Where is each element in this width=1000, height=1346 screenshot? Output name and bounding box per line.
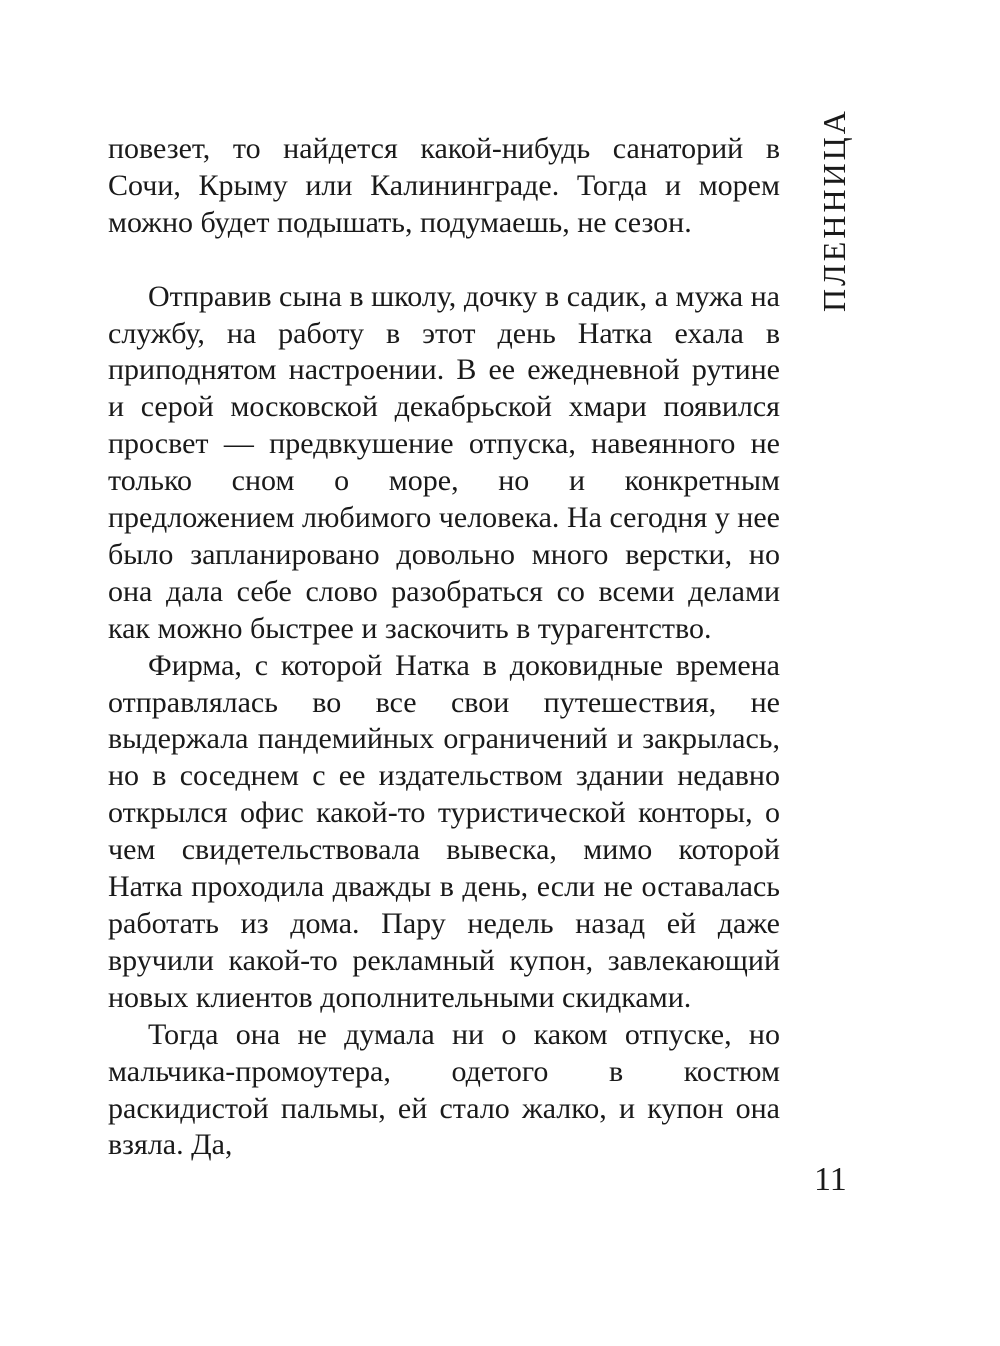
page-number: 11 xyxy=(814,1161,847,1198)
paragraph-4: Тогда она не думала ни о каком отпуске, но мальчика-промоутера, одетого в костюм раскидистой пальмы, ей стало жалко, и купон она взяла. Да, xyxy=(108,1017,780,1162)
book-text xyxy=(108,131,780,1164)
running-title: ПЛЕННИЦА xyxy=(816,108,852,312)
paragraph-2: Отправив сына в школу, дочку в садик, а мужа на службу, на работу в этот день Натка ехала в приподнятом настроении. В ее ежедневной рутине и серой московской декабрьской хмари появился просвет — предвкушение отпуска, навеянного не только сном о море, но и конкретным предложением любимого человека. На сегодня у нее было запланировано довольно много верстки, но она дала себе слово разобраться со всеми делами как можно быстрее и заскочить в турагентство. xyxy=(108,279,780,645)
paragraph-1: повезет, то найдется какой-нибудь санаторий в Сочи, Крыму или Калининграде. Тогда и морем можно будет подышать, подумаешь, не сезон. xyxy=(108,132,780,239)
paragraph-3: Фирма, с которой Натка в доковидные времена отправлялась во все свои путешествия, не выдержала пандемийных ограничений и закрылась, но в соседнем с ее издательством здании недавно открылся офис какой-то туристической конторы, о чем свидетельствовала вывеска, мимо которой Натка проходила дважды в день, если не оставалась работать из дома. Пару недель назад ей даже вручили какой-то рекламный купон, завлекающий новых клиентов дополнительными скидками. xyxy=(108,648,780,1014)
